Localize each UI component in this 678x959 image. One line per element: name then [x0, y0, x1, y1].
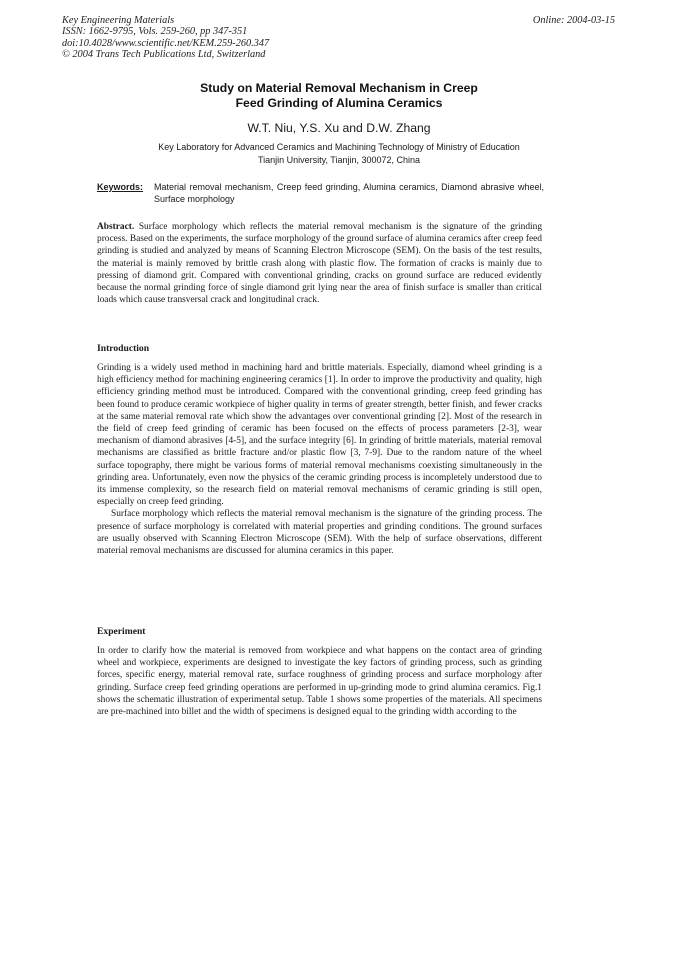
keywords-label: Keywords:: [97, 182, 144, 192]
authors: W.T. Niu, Y.S. Xu and D.W. Zhang: [247, 121, 431, 135]
intro-paragraph-2: Surface morphology which reflects the material removal mechanism is the signature of the grinding process. The presence of surface morphology is correlated with material properties and grinding conditions. The ground surfaces are usually observed with Scanning Electron Microscope (SEM). With the help of surface observations, different material removal mechanisms are discussed for alumina ceramics in this paper.: [97, 509, 542, 557]
introduction-section: [97, 362, 542, 557]
issn-line: ISSN: 1662-9795, Vols. 259-260, pp 347-351: [62, 26, 248, 38]
online-date: Online: 2004-03-15: [532, 15, 615, 26]
title-line-2: Feed Grinding of Alumina Ceramics: [235, 95, 443, 110]
title-line-1: Study on Material Removal Mechanism in Creep: [200, 81, 478, 95]
experiment-paragraph-1: In order to clarify how the material is removed from workpiece and what happens on the contact area of grinding wheel and workpiece, experiments are designed to investigate the key factors of grinding process, such as grinding forces, specific energy, material removal rate, surface roughness of grinding process and surface morphology after grinding. Surface creep feed grinding operations are performed in up-grinding mode to grind alumina ceramics. Fig.1 shows the schematic illustration of experimental setup. Table 1 shows some properties of the materials. All specimens are pre-machined into billet and the width of specimens is designed equal to the grinding width according to the: [97, 646, 542, 718]
abstract-text: Surface morphology which reflects the material removal mechanism is the signature of the grinding process. Based on the experiments, the surface morphology of the ground surface of alumina ceramics after creep feed grinding is studied and analyzed by means of Scanning Electron Microscope (SEM). On the basis of the test results, the material is mainly removed by brittle crash along with plastic flow. The formation of cracks is mainly due to pressing of diamond grit. Compared with conventional grinding, cracks on ground surface are reduced evidently because the normal grinding force of single diamond grit lying near the area of finish surface is smaller than critical loads which cause transversal crack and longitudinal crack.: [97, 222, 543, 306]
affiliation-line-2: Tianjin University, Tianjin, 300072, China: [257, 154, 421, 165]
experiment-section: [97, 645, 542, 718]
intro-paragraph-1: Grinding is a widely used method in machining hard and brittle materials. Especially, diamond wheel grinding is a high efficiency method for machining engineering ceramics [1]. In order to improve the productivity and quality, high efficiency grinding method must be introduced. Compared with the conventional grinding, creep feed grinding has been found to produce ceramic workpiece of higher quality in terms of greater strength, better finish, and fewer cracks at the same material removal rate which show the advantages over conventional grinding [2]. Most of the research in the field of creep feed grinding of ceramic has been focused on the effects of process parameters [2-3], wear mechanism of diamond abrasives [4-5], and the surface integrity [6]. In grinding of brittle materials, material removal mechanisms are classified as brittle fracture and/or plastic flow [3, 7-9]. Due to the random nature of the wheel surface topography, there might be various forms of material removal mechanisms coexisting simultaneously in the grinding area. Unfortunately, even now the physics of the ceramic grinding process is incompletely understood due to its immense complexity, so the research field on material removal mechanisms of ceramic grinding is still open, especially on creep feed grinding.: [97, 363, 542, 508]
journal-meta: [62, 15, 269, 61]
paper-title: [0, 81, 678, 110]
keywords-text: Material removal mechanism, Creep feed grinding, Alumina ceramics, Diamond abrasive wheel, Surface morphology: [154, 182, 544, 205]
affiliation-line-1: Key Laboratory for Advanced Ceramics and Machining Technology of Ministry of Education: [158, 142, 520, 152]
abstract-label: Abstract.: [97, 222, 135, 232]
journal-name: Key Engineering Materials: [62, 15, 175, 26]
affiliation: [0, 141, 678, 166]
experiment-heading: Experiment: [97, 626, 146, 637]
doi-line: doi:10.4028/www.scientific.net/KEM.259-260.347: [62, 37, 270, 49]
abstract: [97, 221, 542, 306]
keywords-block: [97, 181, 544, 206]
introduction-heading: Introduction: [97, 343, 150, 354]
copyright-line: © 2004 Trans Tech Publications Ltd, Switzerland: [62, 49, 266, 61]
